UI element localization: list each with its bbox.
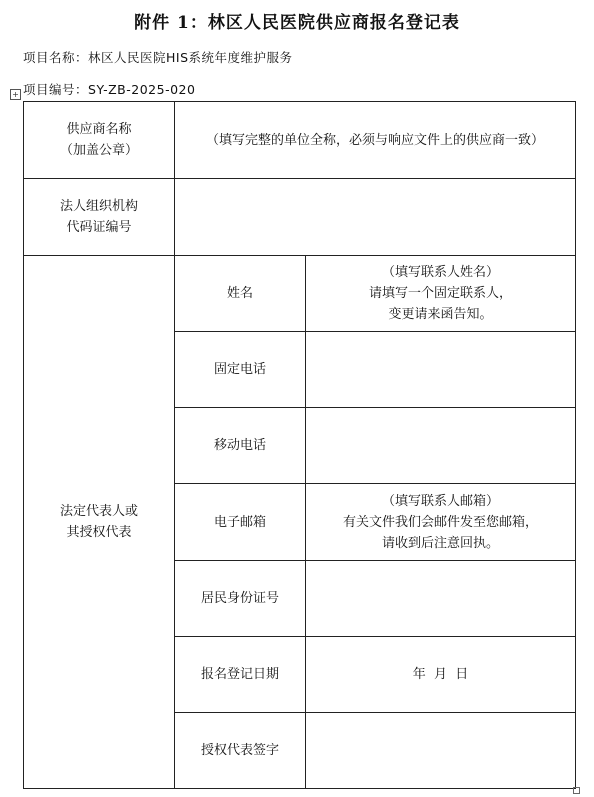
signature-label: 授权代表签字 — [175, 713, 306, 789]
project-number-label: 项目编号： — [23, 82, 89, 97]
table-row — [24, 179, 576, 256]
supplier-seal-note: （加盖公章） — [59, 143, 138, 158]
supplier-name-field[interactable] — [175, 102, 576, 179]
registration-date-label: 报名登记日期 — [175, 637, 306, 713]
table-row — [24, 256, 576, 332]
mobile-field[interactable] — [306, 408, 576, 484]
contact-name-hint-3: 变更请来函告知。 — [388, 307, 493, 322]
email-label: 电子邮箱 — [175, 484, 306, 561]
table-resize-handle-icon[interactable] — [573, 787, 580, 794]
representative-label-line2: 其授权代表 — [66, 525, 132, 540]
email-hint-3: 请收到后注意回执。 — [381, 535, 499, 551]
contact-name-hint-2: 请填写一个固定联系人， — [368, 286, 512, 301]
contact-name-hint-1: （填写联系人姓名） — [381, 265, 499, 280]
landline-field[interactable] — [306, 332, 576, 408]
page-title: 附件 1：林区人民医院供应商报名登记表 — [134, 13, 460, 33]
org-code-field[interactable] — [175, 179, 576, 256]
project-name-line — [23, 48, 293, 66]
registration-date-field[interactable]: 年 月 日 — [306, 637, 576, 713]
id-number-field[interactable] — [306, 561, 576, 637]
org-code-label-line1: 法人组织机构 — [59, 199, 138, 214]
project-name-value: 林区人民医院HIS系统年度维护服务 — [88, 50, 293, 65]
contact-name-field[interactable] — [306, 256, 576, 332]
project-number-line — [23, 80, 195, 98]
registration-table — [23, 101, 576, 789]
landline-label: 固定电话 — [175, 332, 306, 408]
representative-label-cell — [24, 256, 175, 789]
org-code-label-cell — [24, 179, 175, 256]
signature-field[interactable] — [306, 713, 576, 789]
mobile-label: 移动电话 — [175, 408, 306, 484]
supplier-name-label: 供应商名称 — [66, 122, 132, 137]
org-code-label-line2: 代码证编号 — [66, 220, 132, 235]
email-hint-1: （填写联系人邮箱） — [381, 493, 499, 509]
project-name-label: 项目名称： — [23, 50, 89, 65]
table-move-handle-icon[interactable]: + — [10, 89, 21, 100]
id-number-label: 居民身份证号 — [175, 561, 306, 637]
project-number-value: SY-ZB-2025-020 — [88, 82, 196, 97]
contact-name-label: 姓名 — [175, 256, 306, 332]
supplier-name-label-cell — [24, 102, 175, 179]
email-field[interactable] — [306, 484, 576, 561]
representative-label-line1: 法定代表人或 — [59, 504, 138, 519]
table-row — [24, 102, 576, 179]
supplier-name-hint: （填写完整的单位全称，必须与响应文件上的供应商一致） — [205, 132, 544, 148]
email-hint-2: 有关文件我们会邮件发至您邮箱， — [342, 514, 538, 530]
